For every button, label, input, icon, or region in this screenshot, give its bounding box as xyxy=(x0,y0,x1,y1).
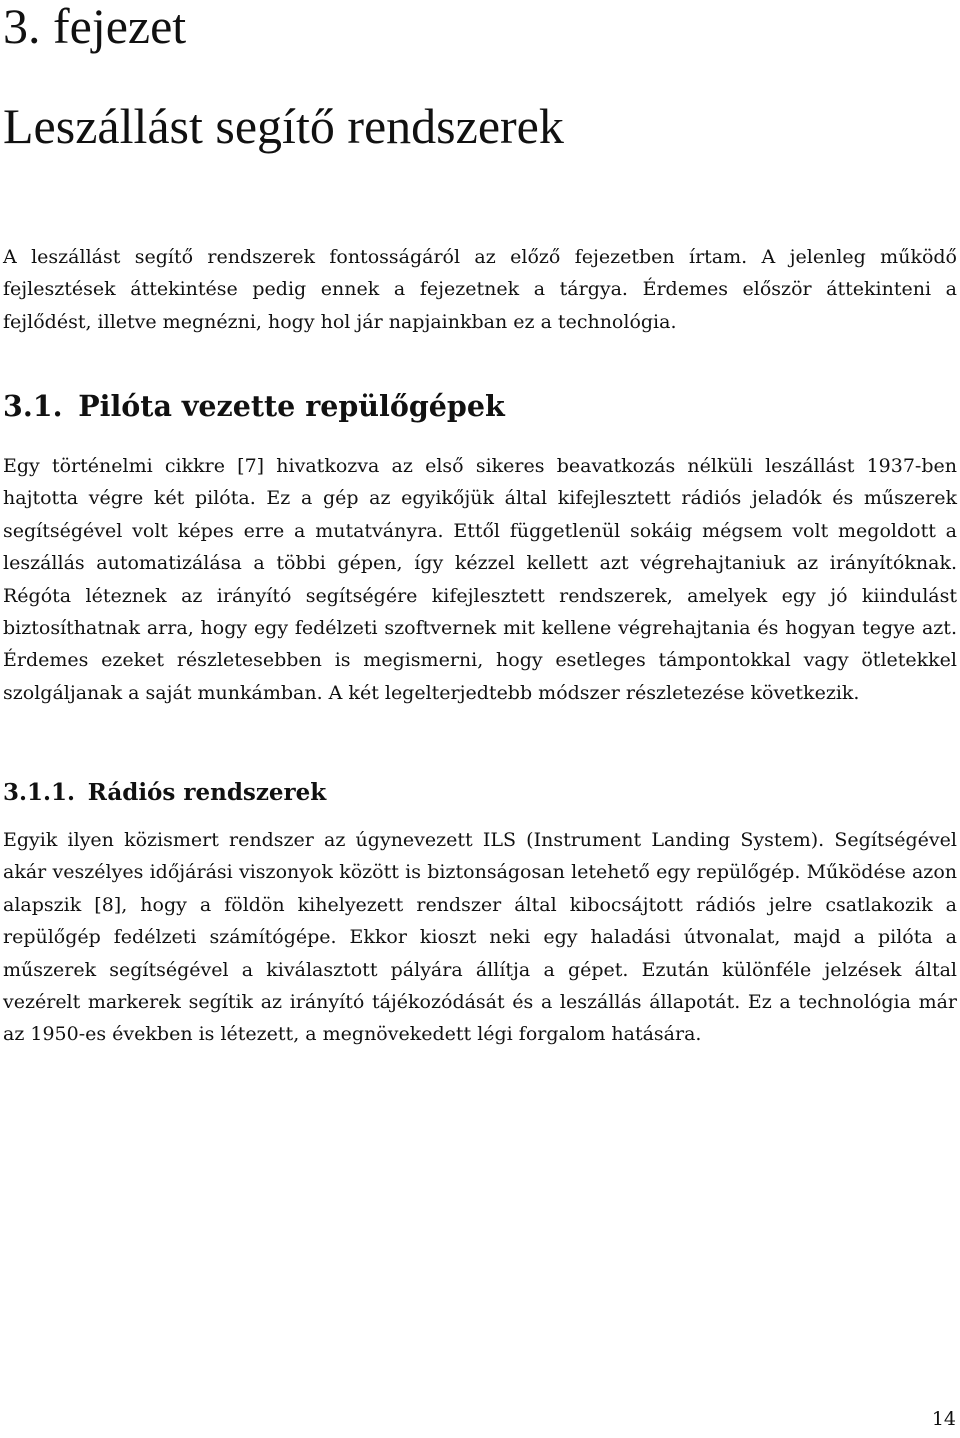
subsection-paragraph: Egyik ilyen közismert rendszer az úgynevezett ILS (Instrument Landing System). Segítségével akár veszélyes időjárási viszonyok között is biztonságosan letehető egy repülőgép. Működése azon alapszik [8], hogy a földön kihelyezett rendszer által kibocsájtott rádiós jelre csatlakozik a repülőgép fedélzeti számítógépe. Ekkor kioszt neki egy haladási útvonalat, majd a pilóta a műszerek segítségével a kiválasztott pályára állítja a gépet. Ezután különféle jelzések által vezérelt markerek segítik az irányító tájékozódását és a leszállás állapotát. Ez a technológia már az 1950-es években is létezett, a megnövekedett légi forgalom hatására. xyxy=(3,829,957,1046)
section-paragraph: Egy történelmi cikkre [7] hivatkozva az első sikeres beavatkozás nélküli leszállást 1937-ben hajtotta végre két pilóta. Ez a gép az egyikőjük által kifejlesztett rádiós jeladók és műszerek segítségével volt képes erre a mutatványra. Ettől függetlenül sokáig mégsem volt megoldott a leszállás automatizálása a többi gépen, így kézzel kellett azt végrehajtaniuk az irányítóknak. Régóta léteznek az irányító segítségére kifejlesztett rendszerek, amelyek egy jó kiindulást biztosíthatnak arra, hogy egy fedélzeti szoftvernek mit kellene végrehajtania és hogyan tegye azt. Érdemes ezeket részletesebben is megismerni, hogy esetleges támpontokkal vagy ötletekkel szolgáljanak a saját munkámban. A két legelterjedtebb módszer részletezése következik. xyxy=(3,455,957,704)
page-number: 14 xyxy=(931,1408,956,1430)
intro-paragraph: A leszállást segítő rendszerek fontosságáról az előző fejezetben írtam. A jelenleg működő fejlesztések áttekintése pedig ennek a fejezetnek a tárgya. Érdemes először áttekinteni a fejlődést, illetve megnézni, hogy hol jár napjainkban ez a technológia. xyxy=(3,246,957,333)
subsection-number: 3.1.1. xyxy=(3,779,76,806)
chapter-label: 3. fejezet xyxy=(3,0,187,54)
subsection-heading xyxy=(3,777,326,809)
section-title: Pilóta vezette repülőgépek xyxy=(78,389,505,423)
section-heading xyxy=(3,388,505,424)
section-number: 3.1. xyxy=(3,389,63,423)
subsection-title: Rádiós rendszerek xyxy=(87,779,327,806)
chapter-title: Leszállást segítő rendszerek xyxy=(3,98,564,154)
